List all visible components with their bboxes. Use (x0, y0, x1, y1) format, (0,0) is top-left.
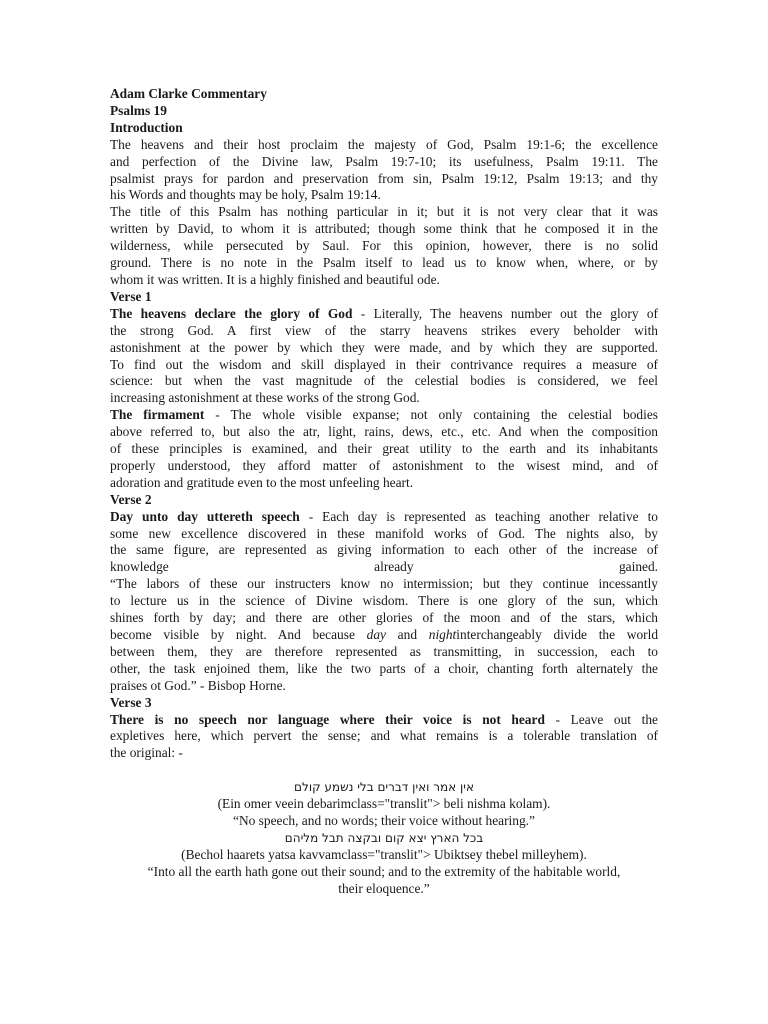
verse-1-heading: Verse 1 (110, 288, 152, 304)
italic-night: night (428, 627, 457, 642)
text-line: the original: - (110, 745, 183, 761)
transliteration-line-1: (Ein omer veein debarimclass="translit"> beli nishma kolam). (217, 796, 551, 812)
text-run: - Literally, The heavens number out the glory of (352, 305, 658, 321)
term-firmament: The firmament (110, 407, 205, 423)
hebrew-translation-block (110, 779, 658, 897)
text-line: The heavens and their host proclaim the majesty of God, Psalm 19:1-6; the excellence (110, 136, 658, 152)
english-line-2-continued: their eloquence.” (338, 880, 430, 896)
verse-1-paragraph-2 (110, 407, 658, 492)
text-line: above referred to, but also the atr, light, rains, dews, etc., etc. And when the composition (110, 424, 658, 440)
text-line (110, 627, 658, 644)
intro-heading: Introduction (110, 119, 183, 135)
english-line-1: “No speech, and no words; their voice without hearing.” (233, 813, 535, 829)
text-line (110, 509, 658, 526)
term-no-speech: There is no speech nor language where their voice is not heard (110, 711, 545, 727)
text-line: to lecture us in the science of Divine wisdom. There is one glory of the sun, which (110, 593, 658, 609)
text-line: between them, they are therefore represented as transmitting, in succession, each to (110, 643, 658, 659)
text-line: adoration and gratitude even to the most unfeeling heart. (110, 474, 414, 490)
verse-3-heading: Verse 3 (110, 694, 152, 710)
text-line: To find out the wisdom and skill displayed in their contrivance requires a measure of (110, 356, 658, 372)
text-line: other, the task enjoined them, like the two parts of a choir, chanting forth alternately the (110, 660, 658, 676)
text-line: and perfection of the Divine law, Psalm 19:7-10; its usefulness, Psalm 19:11. The (110, 153, 658, 169)
transliteration-line-2: (Bechol haarets yatsa kavvamclass="translit"> Ubiktsey thebel milleyhem). (181, 846, 587, 862)
verse-3-paragraph-1 (110, 712, 658, 763)
text-line: expletives here, which pervert the sense; and what remains is a tolerable translation of (110, 728, 658, 744)
intro-paragraph-1 (110, 137, 658, 205)
chapter-heading: Psalms 19 (110, 102, 167, 118)
text-line (110, 407, 658, 424)
english-line-2: “Into all the earth hath gone out their sound; and to the extremity of the habitable world, (147, 863, 621, 879)
text-line: whom it was written. It is a highly finished and beautiful ode. (110, 271, 440, 287)
text-line: praises ot God.” - Bisbop Horne. (110, 677, 286, 693)
text-line: his Words and thoughts may be holy, Psalm 19:14. (110, 187, 381, 203)
text-line (110, 712, 658, 729)
intro-paragraph-2 (110, 204, 658, 289)
hebrew-line-2: בכל הארץ יצא קום ובקצה תבל מליהם (284, 830, 484, 845)
text-run: become visible by night. And because (110, 627, 367, 642)
text-line: the same figure, are represented as giving information to each other of the increase of (110, 542, 658, 558)
commentary-page (110, 86, 658, 898)
text-line: astonishment at the power by which they were made, and by which they are supported. (110, 339, 658, 355)
text-run: interchangeably divide the world (456, 627, 659, 642)
hebrew-line-1: אין אמר ואין דברים בלי נשמע קולם (294, 780, 474, 795)
text-line (110, 306, 658, 323)
text-run: - The whole visible expanse; not only containing the celestial bodies (204, 407, 658, 423)
term-day-unto-day: Day unto day uttereth speech (110, 508, 300, 524)
text-line: science: but when the vast magnitude of the celestial bodies is considered, we feel (110, 373, 658, 389)
text-line: written by David, to whom it is attributed; though some think that he composed it in the (110, 221, 658, 237)
text-line: shines forth by day; and there are other glories of the moon and of the stars, which (110, 610, 658, 626)
text-line: The title of this Psalm has nothing particular in it; but it is not very clear that it was (110, 204, 658, 220)
text-line: some new excellence discovered in these manifold works of God. The nights also, by (110, 525, 658, 541)
term-heavens-declare: The heavens declare the glory of God (110, 305, 353, 321)
text-line: of these principles is examined, and their great utility to the earth and its inhabitants (110, 441, 658, 457)
text-line: increasing astonishment at these works of the strong God. (110, 390, 420, 406)
text-line: ground. There is no note in the Psalm itself to lead us to know when, where, or by (110, 255, 658, 271)
document-title: Adam Clarke Commentary (110, 86, 267, 101)
verse-2-quote (110, 576, 658, 694)
text-line: properly understood, they afford matter of astonishment to the wisest mind, and of (110, 457, 658, 473)
text-line: wilderness, while persecuted by Saul. For this opinion, however, there is no solid (110, 238, 658, 254)
text-run: - Each day is represented as teaching another relative to (299, 508, 658, 524)
italic-day: day (366, 627, 386, 642)
text-run: and (385, 627, 429, 642)
verse-2-heading: Verse 2 (110, 491, 152, 507)
text-line: the strong God. A first view of the starry heavens strikes every beholder with (110, 322, 658, 338)
text-line: “The labors of these our instructers know no intermission; but they continue incessantly (110, 576, 658, 592)
text-line: knowledge already gained. (110, 559, 658, 575)
spacer (110, 762, 658, 779)
text-line: psalmist prays for pardon and preservation from sin, Psalm 19:12, Psalm 19:13; and thy (110, 170, 658, 186)
text-run: - Leave out the (544, 711, 658, 727)
verse-1-paragraph-1 (110, 306, 658, 407)
verse-2-paragraph-1 (110, 509, 658, 577)
